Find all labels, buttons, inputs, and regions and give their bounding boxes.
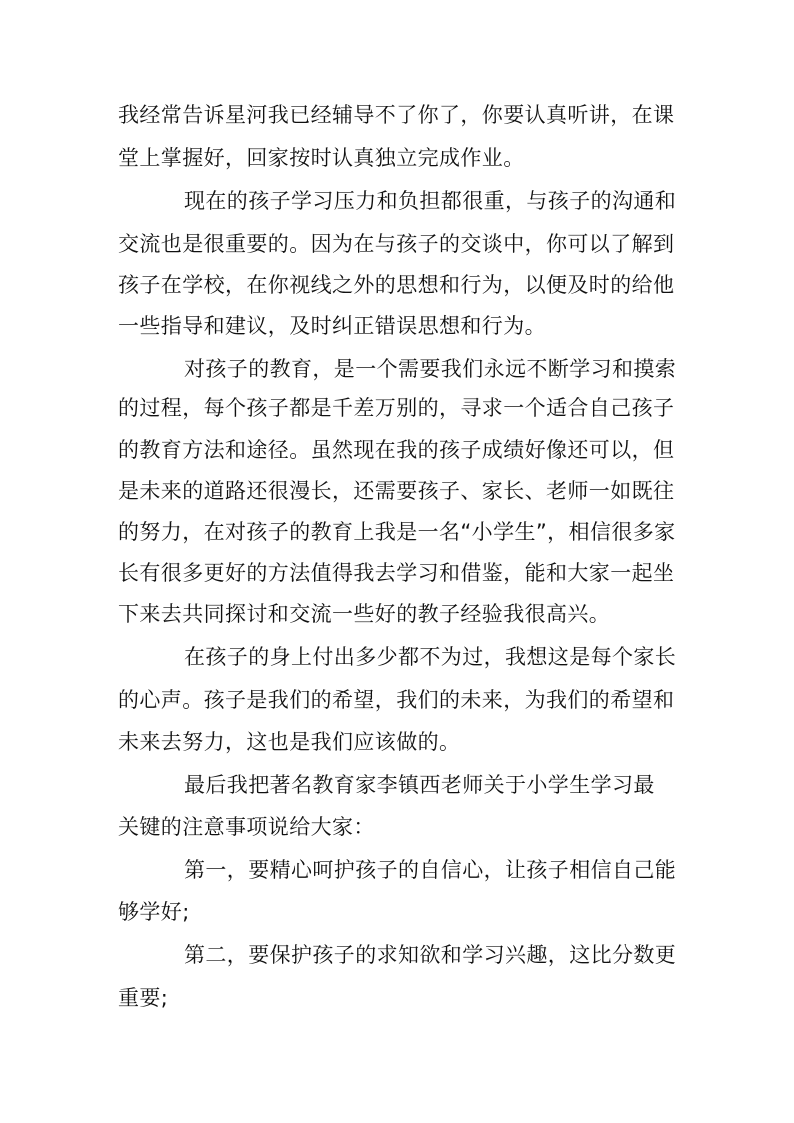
paragraph-3-line-2: 的过程，每个孩子都是千差万别的，寻求一个适合自己孩子 xyxy=(118,396,675,420)
paragraph-4-line-3: 未来去努力，这也是我们应该做的。 xyxy=(118,730,461,754)
paragraph-3-line-4: 是未来的道路还很漫长，还需要孩子、家长、老师一如既往 xyxy=(118,479,675,503)
paragraph-4-line-1: 在孩子的身上付出多少都不为过，我想这是每个家长 xyxy=(184,645,677,669)
paragraph-3-line-5: 的努力，在对孩子的教育上我是一名“小学生”，相信很多家 xyxy=(118,520,676,544)
paragraph-2-line-1: 现在的孩子学习压力和负担都很重，与孩子的沟通和 xyxy=(184,189,677,213)
paragraph-2-line-2: 交流也是很重要的。因为在与孩子的交谈中，你可以了解到 xyxy=(118,232,675,256)
paragraph-2-line-3: 孩子在学校，在你视线之外的思想和行为，以便及时的给他 xyxy=(118,273,675,297)
paragraph-7-line-2: 重要; xyxy=(118,986,169,1010)
paragraph-4-line-2: 的心声。孩子是我们的希望，我们的未来，为我们的希望和 xyxy=(118,688,675,712)
paragraph-2-line-4: 一些指导和建议，及时纠正错误思想和行为。 xyxy=(118,314,546,338)
paragraph-5-line-2: 关键的注意事项说给大家： xyxy=(118,815,375,839)
paragraph-3-line-1: 对孩子的教育，是一个需要我们永远不断学习和摸索 xyxy=(184,357,677,381)
paragraph-3-line-3: 的教育方法和途径。虽然现在我的孩子成绩好像还可以，但 xyxy=(118,438,675,462)
paragraph-6-line-1: 第一，要精心呵护孩子的自信心，让孩子相信自己能 xyxy=(184,858,677,882)
paragraph-5-line-1: 最后我把著名教育家李镇西老师关于小学生学习最 xyxy=(184,773,655,797)
paragraph-6-line-2: 够学好; xyxy=(118,900,190,924)
paragraph-7-line-1: 第二，要保护孩子的求知欲和学习兴趣，这比分数更 xyxy=(184,943,677,967)
paragraph-3-line-6: 长有很多更好的方法值得我去学习和借鉴，能和大家一起坐 xyxy=(118,561,675,585)
paragraph-3-line-7: 下来去共同探讨和交流一些好的教子经验我很高兴。 xyxy=(118,602,611,626)
paragraph-1-line-2: 堂上掌握好，回家按时认真独立完成作业。 xyxy=(118,146,525,170)
paragraph-1-line-1: 我经常告诉星河我已经辅导不了你了，你要认真听讲，在课 xyxy=(118,103,675,127)
